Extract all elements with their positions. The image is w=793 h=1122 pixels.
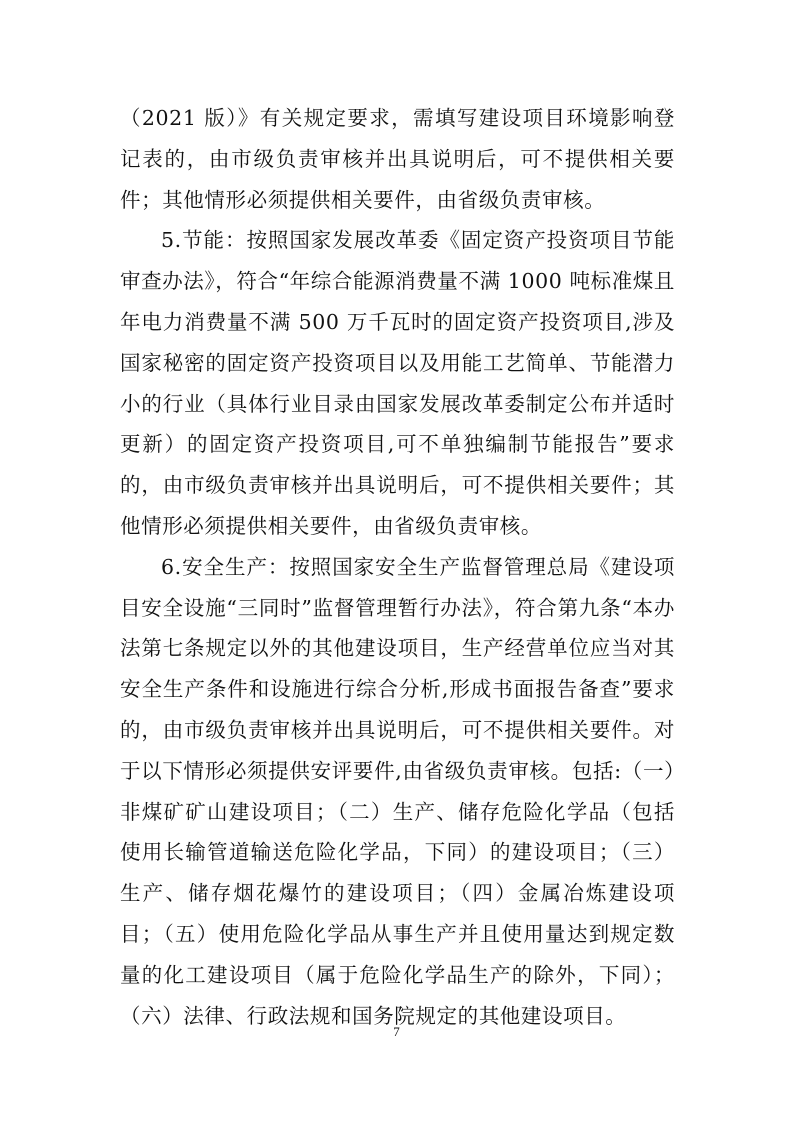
- body-text: [120, 98, 675, 1036]
- paragraph-safety-production: 6.安全生产：按照国家安全生产监督管理总局《建设项目安全设施“三同时”监督管理暂行办法》，符合第九条“本办法第七条规定以外的其他建设项目，生产经营单位应当对其安全生产条件和设施进行综合分析,形成书面报告备查”要求的，由市级负责审核并出具说明后，可不提供相关要件。对于以下情形必须提供安评要件,由省级负责审核。包括:（一）非煤矿矿山建设项目；（二）生产、储存危险化学品（包括使用长输管道输送危险化学品，下同）的建设项目；（三）生产、储存烟花爆竹的建设项目；（四）金属冶炼建设项目；（五）使用危险化学品从事生产并且使用量达到规定数量的化工建设项目（属于危险化学品生产的除外，下同）；（六）法律、行政法规和国务院规定的其他建设项目。: [120, 554, 675, 1028]
- page-number: 7: [393, 1024, 400, 1039]
- paragraph-environment-continued: （2021 版）》有关规定要求，需填写建设项目环境影响登记表的，由市级负责审核并出具说明后，可不提供相关要件；其他情形必须提供相关要件，由省级负责审核。: [120, 106, 675, 212]
- paragraph-energy-saving: 5.节能：按照国家发展改革委《固定资产投资项目节能审查办法》，符合“年综合能源消费量不满 1000 吨标准煤且年电力消费量不满 500 万千瓦时的固定资产投资项目,涉及国家秘密的固定资产投资项目以及用能工艺简单、节能潜力小的行业（具体行业目录由国家发展改革委制定公布并适时更新）的固定资产投资项目,可不单独编制节能报告”要求的，由市级负责审核并出具说明后，可不提供相关要件；其他情形必须提供相关要件，由省级负责审核。: [120, 228, 675, 538]
